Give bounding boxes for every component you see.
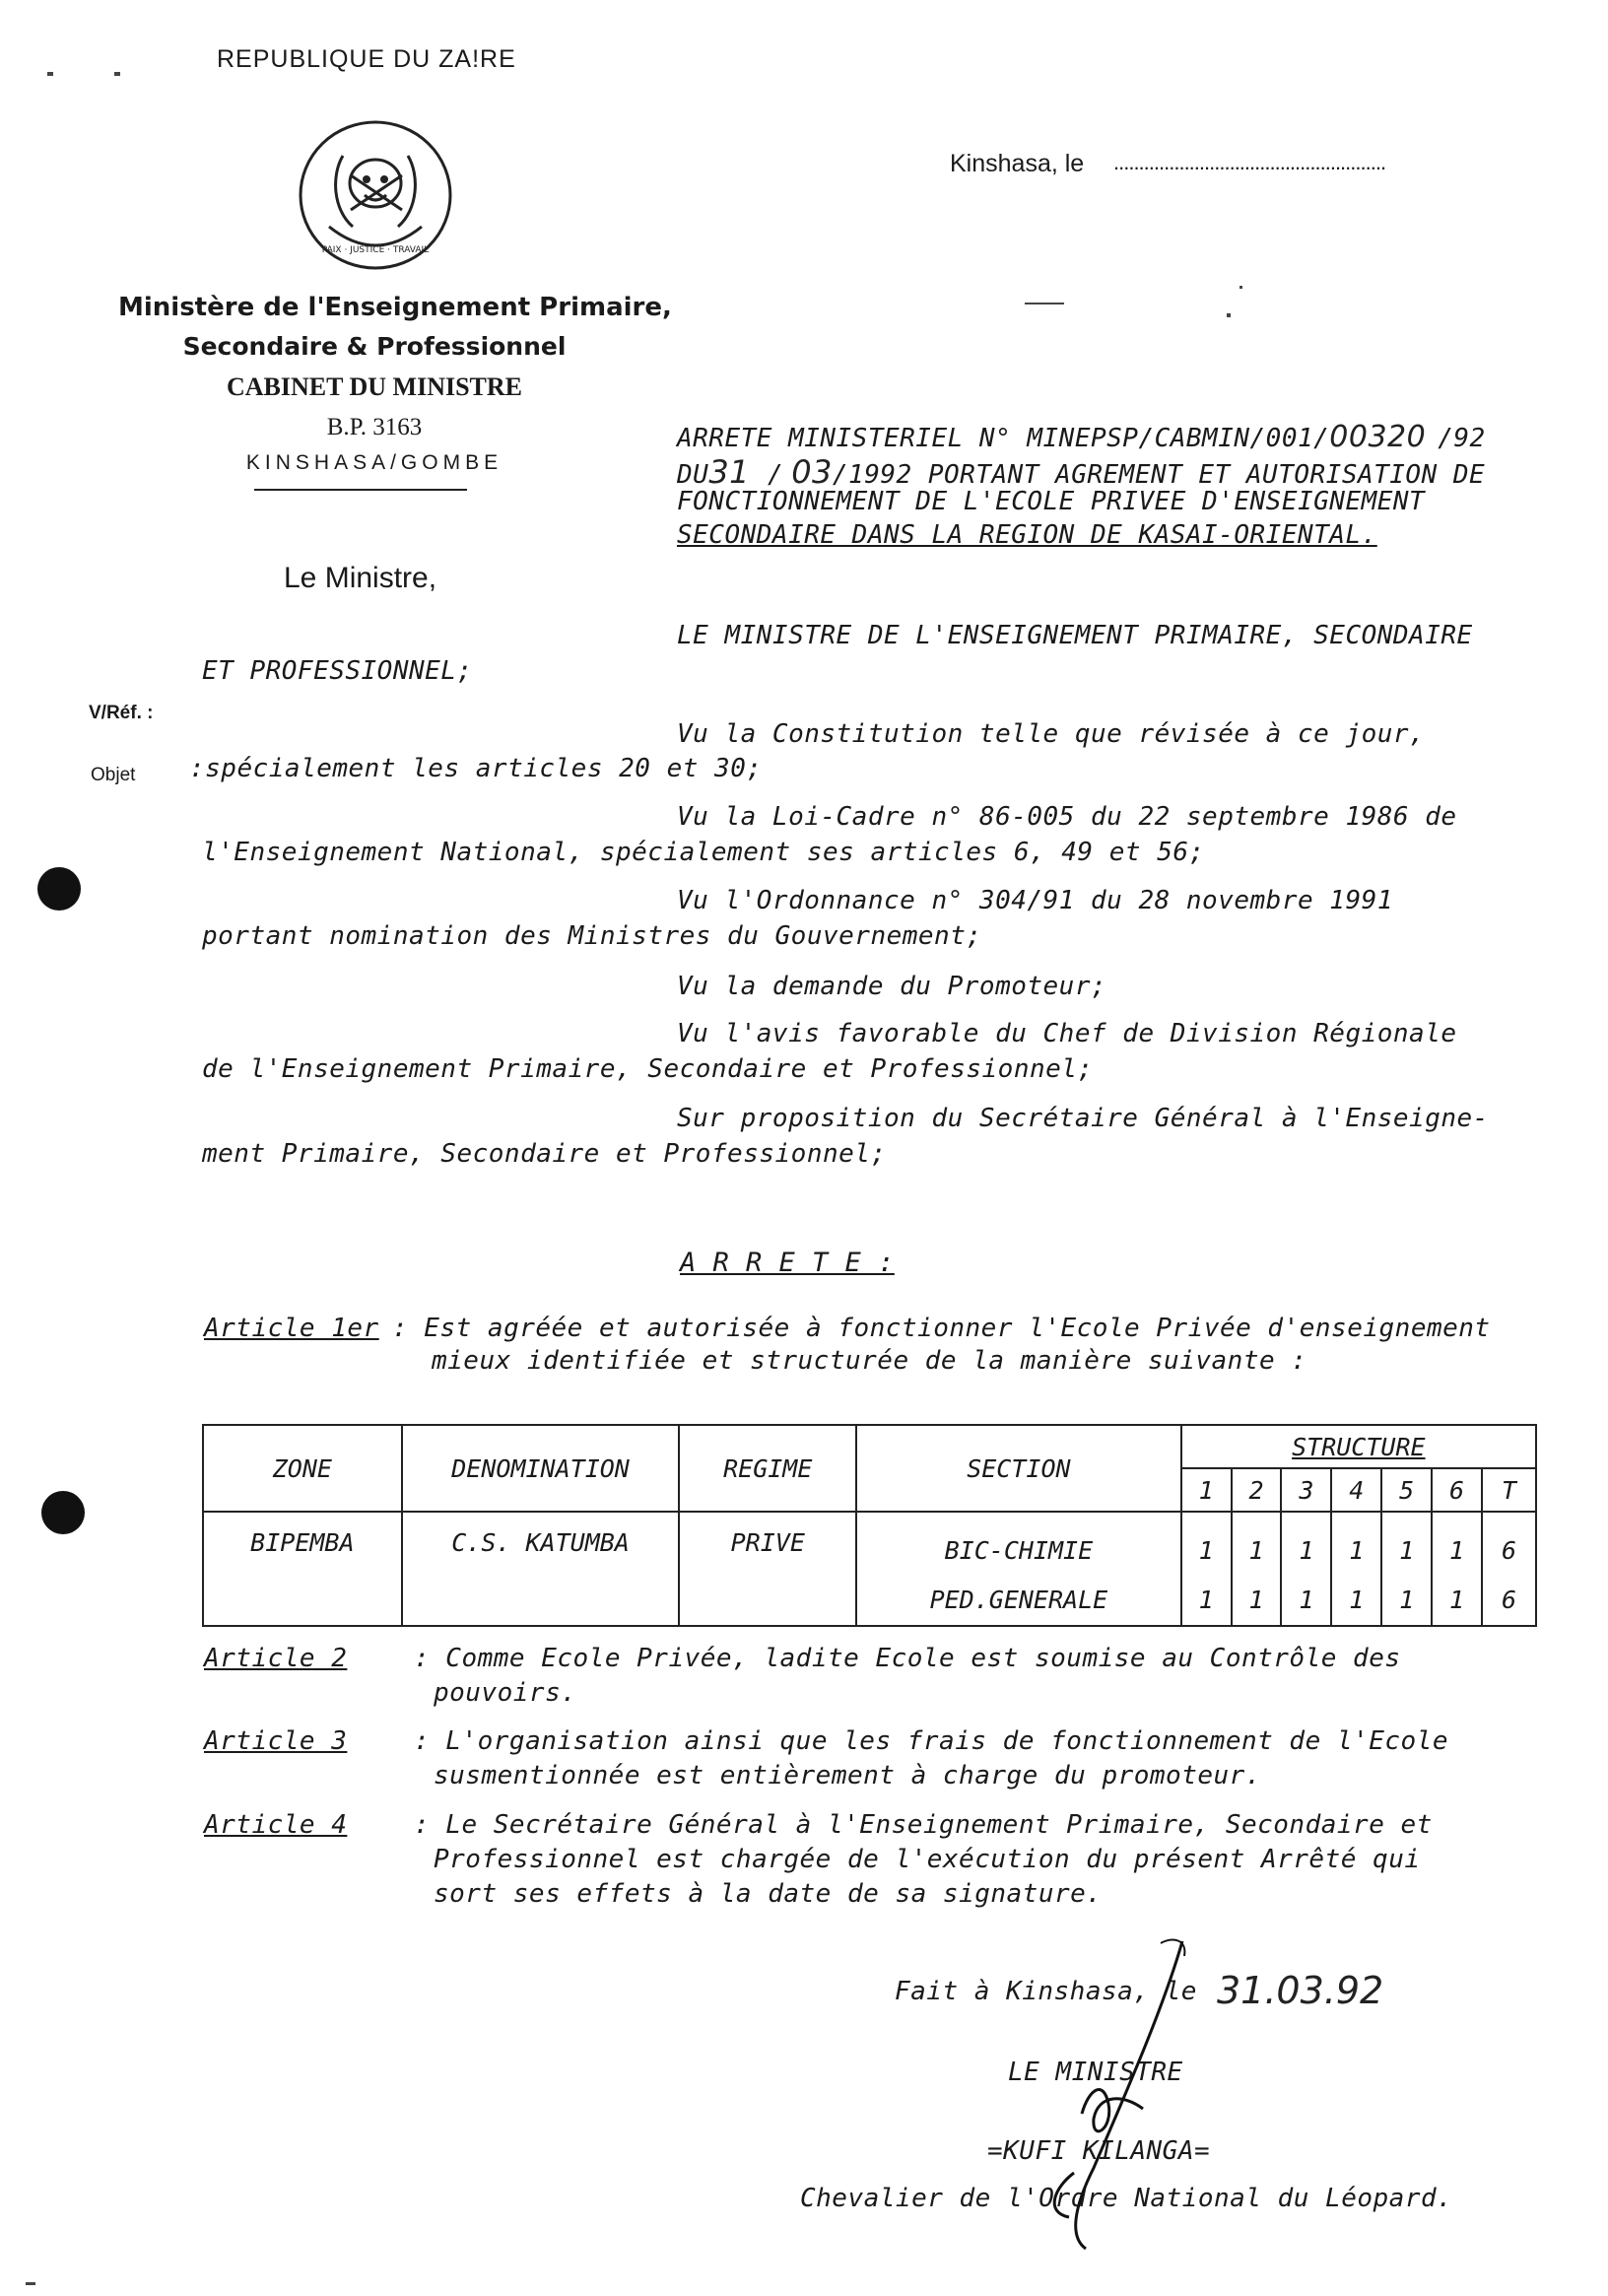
decree-title-line4: SECONDAIRE DANS LA REGION DE KASAI-ORIENTAL. (677, 520, 1377, 550)
decree-number-prefix: ARRETE MINISTERIEL N° MINEPSP/CABMIN/001/ (677, 424, 1330, 453)
article-4-text-line1: : Le Secrétaire Général à l'Enseignement Primaire, Secondaire et (414, 1810, 1433, 1840)
row2-value-3: 1 (1299, 1586, 1314, 1614)
section-bic-chimie: BIC-CHIMIE (944, 1536, 1094, 1565)
structure-value-col-total (1482, 1512, 1536, 1626)
row1-total: 6 (1501, 1536, 1517, 1565)
decree-date-separator: / (768, 460, 784, 490)
article-1-text-line2: mieux identifiée et structurée de la manière suivante : (432, 1346, 1307, 1376)
decree-day-handwritten: 31 (708, 453, 751, 491)
vu-constitution-line2: :spécialement les articles 20 et 30; (189, 754, 763, 783)
cell-zone: BIPEMBA (203, 1512, 402, 1626)
postal-box: B.P. 3163 (326, 414, 423, 440)
preamble-minister-line2: ET PROFESSIONNEL; (202, 656, 473, 686)
article-3-text-line2: susmentionnée est entièrement à charge du promoteur. (434, 1761, 1261, 1790)
vu-ordonnance-line1: Vu l'Ordonnance n° 304/91 du 28 novembre 1991 (677, 886, 1393, 915)
minister-signature (975, 1931, 1232, 2257)
row2-value-6: 1 (1449, 1586, 1465, 1614)
vu-constitution-line1: Vu la Constitution telle que révisée à ce jour, (677, 719, 1426, 749)
scan-speck (26, 2282, 35, 2285)
structure-value-col-1 (1181, 1512, 1232, 1626)
decree-number-handwritten: 00320 (1329, 420, 1427, 454)
vu-ordonnance-line2: portant nomination des Ministres du Gouvernement; (202, 921, 982, 951)
minister-heading: Le Ministre, (284, 562, 437, 594)
sur-proposition-line1: Sur proposition du Secrétaire Général à l'Enseigne- (677, 1104, 1489, 1133)
decree-title-line1 (677, 420, 1486, 454)
republic-heading: REPUBLIQUE DU ZA!RE (217, 45, 516, 73)
le-ministre-signature-title: LE MINISTRE (1008, 2058, 1183, 2087)
structure-col-2: 2 (1232, 1468, 1282, 1512)
scan-speck (114, 72, 120, 76)
row1-value-2: 1 (1248, 1536, 1264, 1565)
row1-value-4: 1 (1349, 1536, 1365, 1565)
structure-value-col-2 (1232, 1512, 1282, 1626)
decree-title-line3: FONCTIONNEMENT DE L'ECOLE PRIVEE D'ENSEIGNEMENT (677, 487, 1426, 516)
header-section: SECTION (856, 1425, 1181, 1512)
structure-col-4: 4 (1331, 1468, 1381, 1512)
binder-hole-top (37, 867, 81, 911)
article-2-text-line1: : Comme Ecole Privée, ladite Ecole est soumise au Contrôle des (414, 1644, 1401, 1673)
header-regime: REGIME (679, 1425, 856, 1512)
ministry-name-line2: Secondaire & Professionnel (182, 332, 567, 361)
binder-hole-bottom (41, 1491, 85, 1534)
header-structure: STRUCTURE (1181, 1425, 1536, 1468)
header-denomination: DENOMINATION (402, 1425, 680, 1512)
vu-avis-line2: de l'Enseignement Primaire, Secondaire et Professionnel; (202, 1054, 1094, 1084)
article-3-text-line1: : L'organisation ainsi que les frais de fonctionnement de l'Ecole (414, 1726, 1448, 1756)
date-blank-dots: ...................................................... (1113, 150, 1386, 174)
scan-speck (1025, 303, 1064, 304)
cell-denomination: C.S. KATUMBA (402, 1512, 680, 1626)
row2-value-4: 1 (1349, 1586, 1365, 1614)
scan-speck (1227, 313, 1231, 317)
structure-col-3: 3 (1281, 1468, 1331, 1512)
ministry-name-line1: Ministère de l'Enseignement Primaire, (118, 293, 672, 322)
scan-speck (47, 72, 53, 76)
structure-col-6: 6 (1432, 1468, 1482, 1512)
row1-value-3: 1 (1299, 1536, 1314, 1565)
row2-value-2: 1 (1248, 1586, 1264, 1614)
row1-value-6: 1 (1449, 1536, 1465, 1565)
decree-title-line2 (677, 453, 1485, 491)
decree-date-rest: /1992 PORTANT AGREMENT ET AUTORISATION DE (832, 460, 1486, 490)
article-2-label: Article 2 (204, 1644, 348, 1673)
article-4-text-line2: Professionnel est chargée de l'exécution du présent Arrêté qui (434, 1845, 1421, 1874)
emblem-ribbon-text: PAIX · JUSTICE · TRAVAIL (321, 245, 430, 255)
article-4-label: Article 4 (204, 1810, 348, 1840)
article-1-text-line1: : Est agréée et autorisée à fonctionner l'Ecole Privée d'enseignement (392, 1314, 1491, 1343)
row2-value-1: 1 (1198, 1586, 1214, 1614)
vu-loi-cadre-line2: l'Enseignement National, spécialement ses articles 6, 49 et 56; (202, 838, 1205, 867)
vu-loi-cadre-line1: Vu la Loi-Cadre n° 86-005 du 22 septembre 1986 de (677, 802, 1457, 832)
sur-proposition-line2: ment Primaire, Secondaire et Professionnel; (202, 1139, 887, 1169)
fait-a-kinshasa: Fait à Kinshasa, le (895, 1977, 1197, 2006)
cabinet-heading: CABINET DU MINISTRE (226, 372, 523, 401)
structure-value-col-5 (1381, 1512, 1432, 1626)
row2-total: 6 (1501, 1586, 1517, 1614)
cell-sections (856, 1512, 1181, 1626)
structure-value-col-3 (1281, 1512, 1331, 1626)
school-structure-table (202, 1424, 1537, 1627)
article-1-label: Article 1er (204, 1314, 379, 1343)
objet-label: Objet (91, 765, 136, 785)
article-3-label: Article 3 (204, 1726, 348, 1756)
arrete-heading: A R R E T E : (680, 1248, 895, 1278)
vu-avis-line1: Vu l'avis favorable du Chef de Division Régionale (677, 1019, 1457, 1048)
letterhead-rule (254, 489, 467, 491)
vref-label: V/Réf. : (89, 703, 154, 723)
cell-regime: PRIVE (679, 1512, 856, 1626)
article-2-text-line2: pouvoirs. (434, 1678, 577, 1708)
minister-name: =KUFI KILANGA= (987, 2136, 1211, 2166)
signature-date-handwritten: 31.03.92 (1217, 1969, 1384, 2012)
decree-month-handwritten: 03 (791, 453, 833, 491)
row1-value-5: 1 (1399, 1536, 1415, 1565)
structure-col-total: T (1482, 1468, 1536, 1512)
section-ped-generale: PED.GENERALE (929, 1586, 1108, 1614)
article-4-text-line3: sort ses effets à la date de sa signature. (434, 1879, 1103, 1909)
vu-demande: Vu la demande du Promoteur; (677, 972, 1107, 1001)
decree-date-prefix: DU (677, 460, 709, 490)
row1-value-1: 1 (1198, 1536, 1214, 1565)
place-date-label: Kinshasa, le (950, 150, 1085, 177)
scan-speck (1240, 286, 1242, 289)
structure-value-col-4 (1331, 1512, 1381, 1626)
preamble-minister-line1: LE MINISTRE DE L'ENSEIGNEMENT PRIMAIRE, SECONDAIRE (677, 621, 1473, 650)
letterhead-city: KINSHASA/GOMBE (245, 451, 503, 474)
decree-year: /92 (1438, 424, 1486, 453)
structure-value-col-6 (1432, 1512, 1482, 1626)
structure-col-5: 5 (1381, 1468, 1432, 1512)
header-zone: ZONE (203, 1425, 402, 1512)
structure-col-1: 1 (1181, 1468, 1232, 1512)
coat-of-arms-emblem (292, 116, 459, 279)
minister-honor-title: Chevalier de l'Ordre National du Léopard. (800, 2184, 1453, 2213)
row2-value-5: 1 (1399, 1586, 1415, 1614)
